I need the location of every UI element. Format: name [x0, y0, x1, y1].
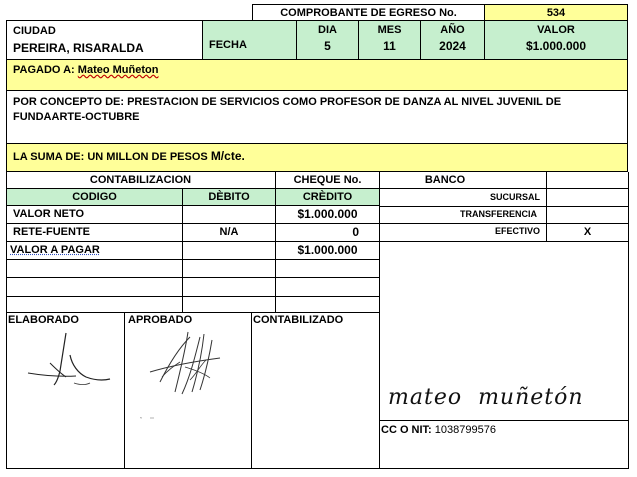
- payment-method-mark: [547, 206, 628, 223]
- year-cell: [420, 20, 484, 60]
- day-value: 5: [324, 39, 331, 53]
- voucher-title: COMPROBANTE DE EGRESO No.: [252, 4, 484, 20]
- id-value: 1038799576: [434, 424, 496, 436]
- elaborated-signature: [20, 325, 120, 395]
- id-label: CC O NIT:: [381, 424, 432, 436]
- table-row-credit: $1.000.000: [297, 243, 358, 257]
- concept-text: POR CONCEPTO DE: PRESTACION DE SERVICIOS COMO PROFESOR DE DANZA AL NIVEL JUVENIL DE FUNDAARTE-OCTUBRE: [13, 96, 562, 123]
- valor-a-pagar-label: VALOR A PAGAR: [10, 244, 100, 256]
- year-label: AÑO: [440, 24, 465, 36]
- sum-label: LA SUMA DE: UN MILLON DE PESOS: [13, 151, 208, 163]
- city-label: CIUDAD: [13, 25, 56, 37]
- sum-suffix: M/cte.: [210, 149, 245, 163]
- value-amount: $1.000.000: [525, 39, 587, 53]
- accounting-title: CONTABILIZACION: [89, 174, 192, 186]
- table-row-credit: 0: [352, 225, 359, 239]
- beneficiary-signature: mateo muñetón: [388, 385, 584, 410]
- bank-label: BANCO: [424, 174, 466, 186]
- voucher-number: 534: [484, 4, 628, 20]
- table-row-code: [10, 242, 178, 259]
- id-row: [381, 424, 496, 436]
- col-credit: CRÈDITO: [276, 189, 379, 205]
- day-label: DIA: [318, 24, 337, 36]
- table-row-credit: $1.000.000: [297, 207, 358, 221]
- table-row-debit: N/A: [219, 226, 239, 238]
- table-row-debit: [183, 242, 275, 259]
- payment-method-mark: [547, 189, 628, 206]
- approved-label: APROBADO: [128, 314, 193, 326]
- city-cell: [6, 20, 202, 60]
- day-cell: [296, 20, 358, 60]
- value-cell: [484, 20, 628, 60]
- table-row-code: VALOR NETO: [13, 208, 85, 220]
- elaborated-label: ELABORADO: [8, 314, 79, 326]
- payment-method-mark: X: [583, 226, 592, 238]
- table-row-debit: [183, 206, 275, 223]
- approved-signature: [140, 322, 240, 422]
- month-value: 11: [383, 39, 396, 53]
- month-cell: [358, 20, 420, 60]
- year-value: 2024: [439, 39, 466, 53]
- table-row-code: RETE-FUENTE: [13, 226, 90, 238]
- payment-method-label: EFECTIVO: [494, 226, 540, 236]
- accounted-label: CONTABILIZADO: [253, 314, 344, 326]
- value-label: VALOR: [537, 24, 575, 36]
- col-code: CODIGO: [7, 189, 182, 205]
- paid-to-row: [6, 60, 628, 91]
- payment-method-label: SUCURSAL: [489, 192, 540, 202]
- payment-method-label: TRANSFERENCIA: [459, 209, 537, 219]
- sum-row: [6, 144, 628, 172]
- city-value: PEREIRA, RISARALDA: [13, 41, 144, 55]
- month-label: MES: [377, 24, 402, 36]
- paid-to-name: Mateo Muñeton: [77, 64, 159, 76]
- concept-row: [6, 91, 628, 144]
- paid-to-label: PAGADO A:: [13, 64, 75, 76]
- col-debit: DÈBITO: [183, 189, 275, 205]
- date-label: FECHA: [202, 20, 296, 60]
- cheque-label: CHEQUE No.: [293, 174, 362, 186]
